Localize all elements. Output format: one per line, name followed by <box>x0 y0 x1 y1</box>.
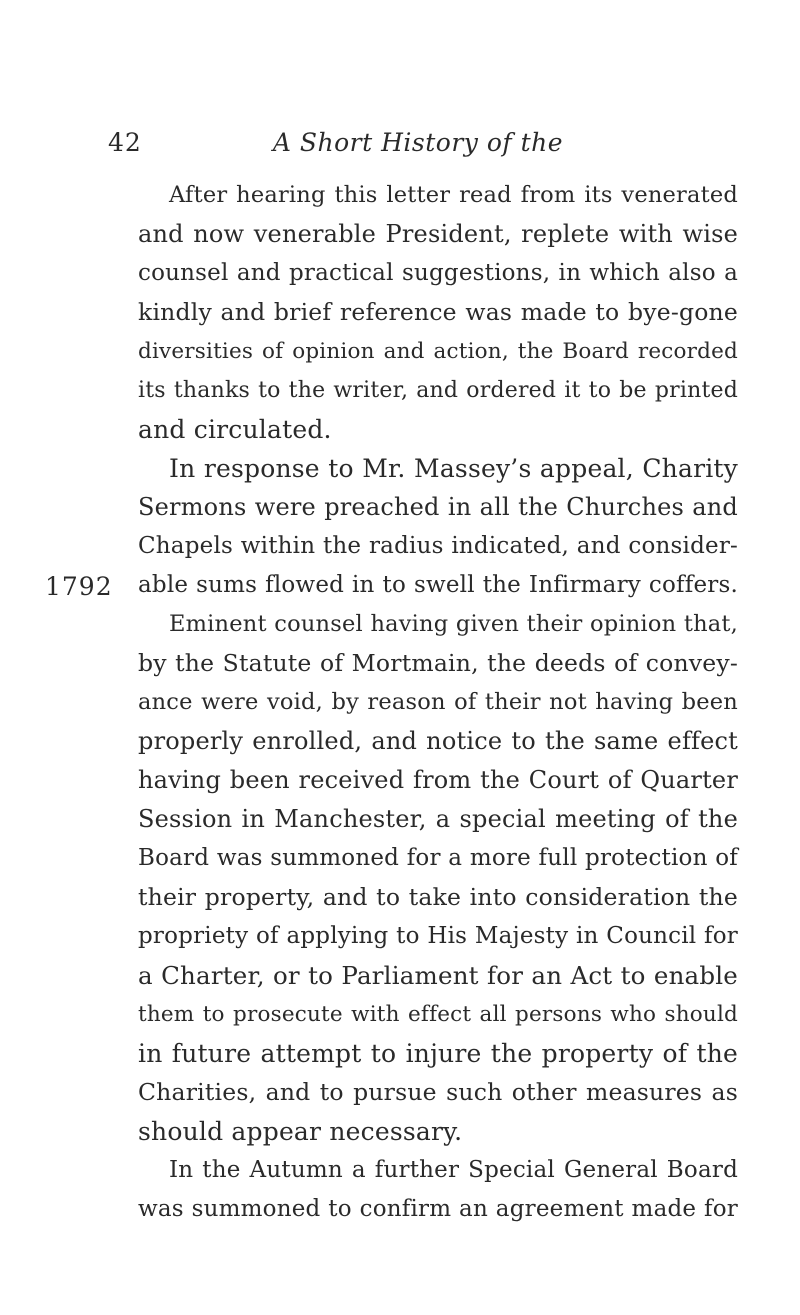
text-line: by the Statute of Mortmain, the deeds of convey- <box>138 649 738 677</box>
text-line: diversities of opinion and action, the Board recorded <box>138 339 738 364</box>
margin-year-note: 1792 <box>45 572 113 601</box>
text-line: and now venerable President, replete with wise <box>138 220 738 248</box>
text-line: Session in Manchester, a special meeting of the <box>138 805 738 833</box>
text-line: Charities, and to pursue such other measures as <box>138 1078 738 1106</box>
text-line: having been received from the Court of Quarter <box>138 766 738 794</box>
text-line: In response to Mr. Massey’s appeal, Charity <box>169 454 738 483</box>
body-text <box>138 176 738 1229</box>
text-line: its thanks to the writer, and ordered it to be printed <box>138 378 738 403</box>
text-line: was summoned to confirm an agreement made for <box>138 1196 738 1222</box>
text-line: propriety of applying to His Majesty in Council for <box>138 923 738 949</box>
page-header <box>108 125 728 161</box>
text-line: their property, and to take into consideration the <box>138 883 738 911</box>
running-title: A Short History of the <box>272 128 564 157</box>
text-line: able sums flowed in to swell the Infirmary coffers. <box>138 572 738 598</box>
text-line: properly enrolled, and notice to the same effect <box>138 727 738 755</box>
text-line: counsel and practical suggestions, in which also a <box>138 260 738 286</box>
text-line: and circulated. <box>138 415 332 444</box>
page-number: 42 <box>108 128 142 157</box>
text-line: Chapels within the radius indicated, and consider- <box>138 533 738 559</box>
text-line: in future attempt to injure the property of the <box>138 1039 738 1068</box>
text-line: Eminent counsel having given their opinion that, <box>169 611 738 637</box>
text-line: Sermons were preached in all the Churches and <box>138 493 738 521</box>
text-line: After hearing this letter read from its venerated <box>169 182 738 208</box>
text-line: Board was summoned for a more full protection of <box>138 845 738 871</box>
text-line: ance were void, by reason of their not having been <box>138 689 738 715</box>
text-line: them to prosecute with effect all persons who should <box>138 1002 738 1027</box>
text-line: should appear necessary. <box>138 1117 463 1146</box>
text-line: In the Autumn a further Special General Board <box>169 1157 738 1183</box>
text-line: kindly and brief reference was made to bye-gone <box>138 298 738 326</box>
text-line: a Charter, or to Parliament for an Act to enable <box>138 961 738 990</box>
